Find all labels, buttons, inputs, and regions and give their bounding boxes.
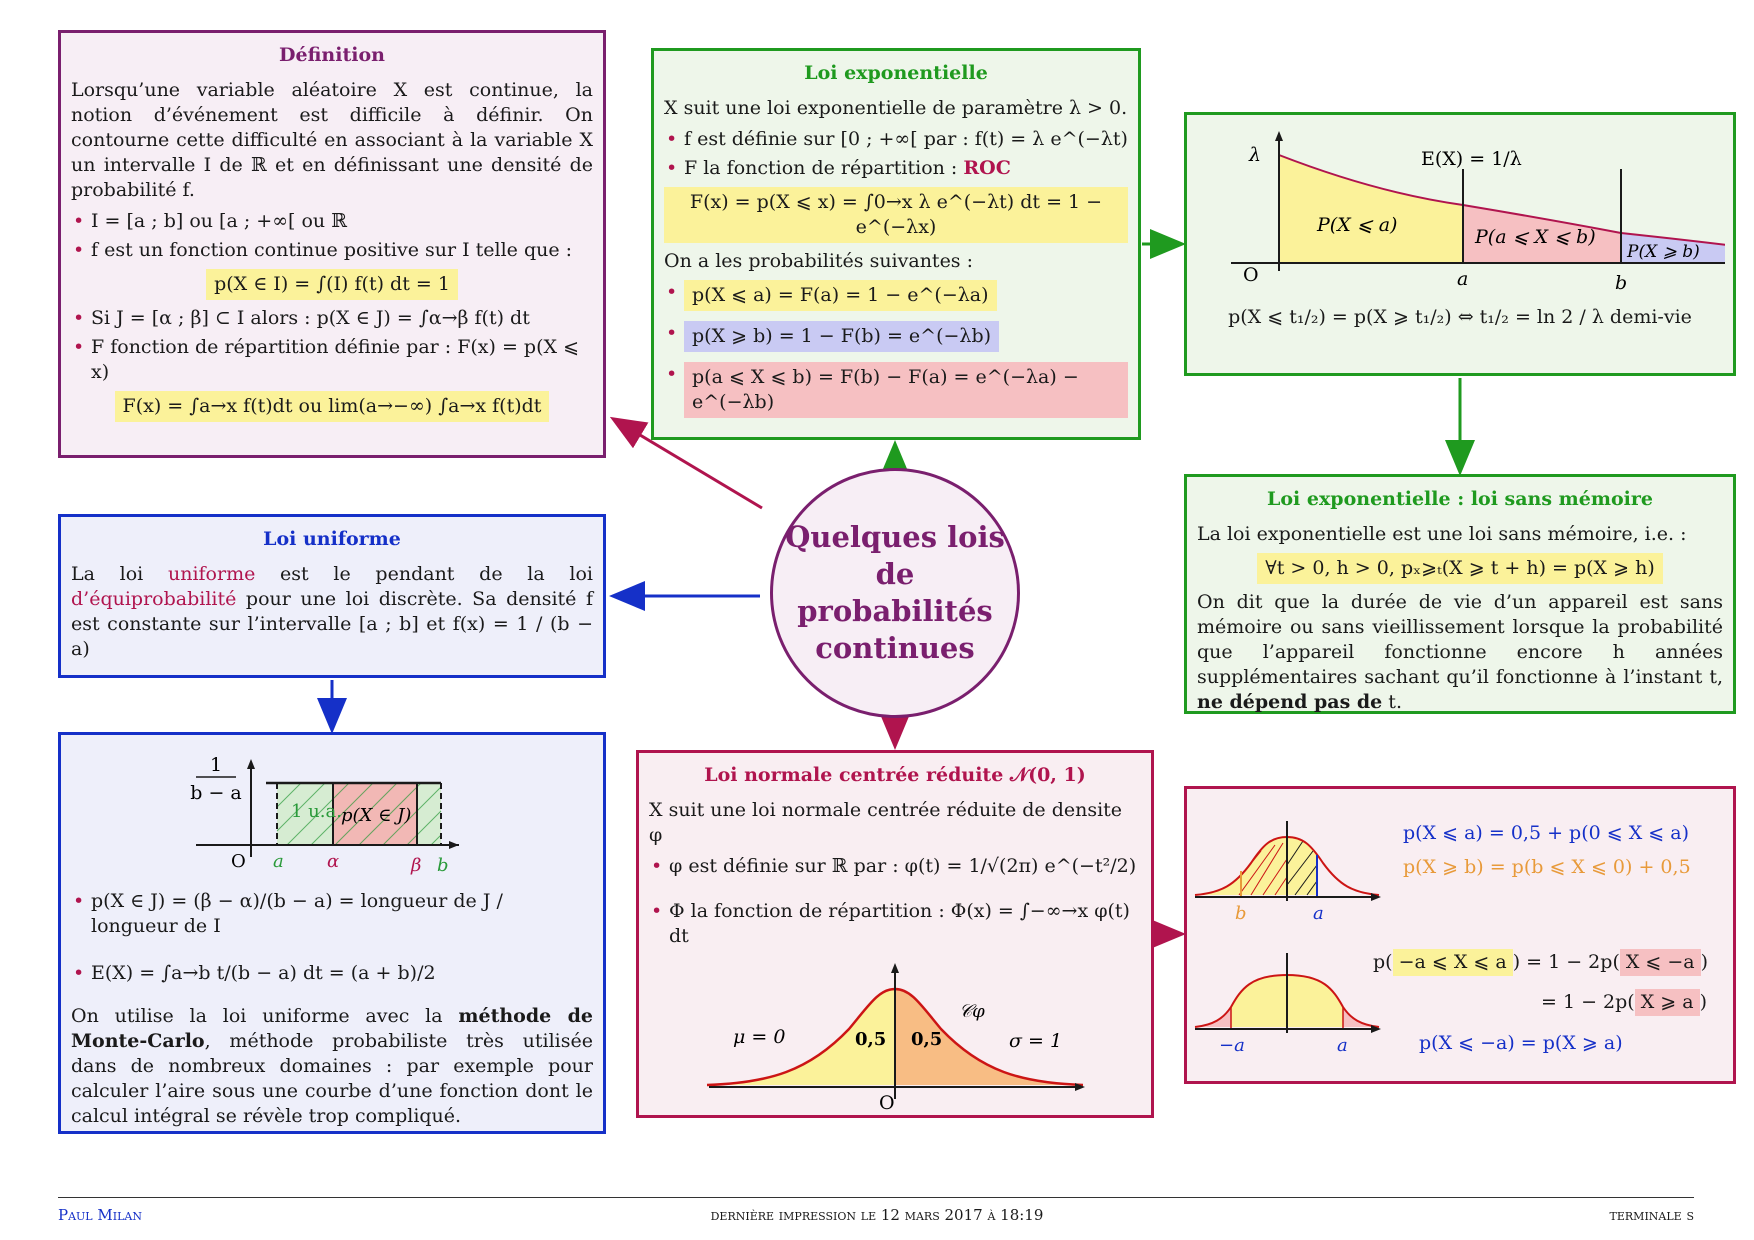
exp-bullet-1: • f est définie sur [0 ; +∞[ par : f(t) = λ e^(−λt): [664, 127, 1128, 152]
normale-line-4: [1541, 989, 1707, 1016]
l3-hl2: X ⩽ −a: [1620, 949, 1701, 976]
a-label: a: [273, 851, 284, 872]
exponentielle-box: [651, 48, 1141, 440]
left-tail: [1195, 1007, 1231, 1027]
memoire-formula: ∀t > 0, h > 0, pₓ⩾ₜ(X ⩾ t + h) = p(X ⩾ h): [1257, 553, 1662, 584]
normale-box: [636, 750, 1154, 1118]
left-half-label: 0,5: [855, 1029, 887, 1050]
roc-label: ROC: [963, 157, 1011, 179]
definition-title: Définition: [279, 44, 385, 66]
b-label: b: [1615, 272, 1628, 294]
footer-level: terminale s: [1609, 1206, 1694, 1224]
exponentielle-list: [664, 127, 1128, 181]
x-arrow: [449, 841, 459, 849]
pj-label: p(X ∈ J): [341, 805, 412, 826]
l4-a: = 1 − 2p(: [1541, 991, 1635, 1013]
exp-bullet-2: [664, 156, 1128, 181]
uniforme-text: [71, 562, 593, 662]
exponentielle-intro: X suit une loi exponentielle de paramètre λ > 0.: [664, 97, 1128, 119]
footer-author: Paul Milan: [58, 1206, 142, 1224]
monte-carlo-text: [71, 1004, 593, 1129]
memoire-box: [1184, 474, 1736, 714]
exp-prob-list: [664, 280, 1128, 418]
definition-bullet-4: • F fonction de répartition définie par : F(x) = p(X ⩽ x): [71, 335, 593, 385]
footer-rule: [58, 1197, 1694, 1198]
right-tail: [1343, 1007, 1379, 1027]
uniforme-details-box: [58, 732, 606, 1134]
memoire-title: Loi exponentielle : loi sans mémoire: [1267, 488, 1653, 510]
lambda-label: λ: [1249, 144, 1262, 166]
uniforme-text-c: pour une loi discrète. Sa densité f est constante sur l’intervalle [a ; b] et f(x) = 1 / (b − a): [71, 588, 593, 660]
curve-label: 𝒞φ: [959, 1001, 985, 1022]
definition-bullet-3: • Si J = [α ; β] ⊂ I alors : p(X ∈ J) = ∫α→β f(t) dt: [71, 306, 593, 331]
a-label: a: [1457, 268, 1469, 290]
formula-expectation: • E(X) = ∫a→b t/(b − a) dt = (a + b)/2: [71, 961, 593, 986]
y-arrow: [247, 759, 255, 769]
l3-hl: −a ⩽ X ⩽ a: [1393, 949, 1513, 976]
normale-title: Loi normale centrée réduite 𝒩(0, 1): [704, 764, 1086, 786]
memoire-text: [1197, 590, 1723, 715]
graph-ylabel-den: b − a: [190, 782, 242, 804]
region-le-a: [1279, 155, 1463, 263]
exp-prob-3-item: [664, 362, 1128, 418]
half-life-formula: p(X ⩽ t₁/₂) = p(X ⩾ t₁/₂) ⇔ t₁/₂ = ln 2 / λ demi-vie: [1228, 306, 1692, 328]
exp-prob-3: p(a ⩽ X ⩽ b) = F(b) − F(a) = e^(−λa) − e^(−λb): [684, 362, 1128, 418]
definition-list-2: [71, 306, 593, 385]
definition-bullet-1: • I = [a ; b] ou [a ; +∞[ ou ℝ: [71, 209, 593, 234]
exponentielle-title: Loi exponentielle: [804, 62, 988, 84]
l4-hl: X ⩾ a: [1635, 989, 1700, 1016]
normale-line-5: p(X ⩽ −a) = p(X ⩾ a): [1419, 1032, 1623, 1054]
definition-formula-2: F(x) = ∫a→x f(t)dt ou lim(a→−∞) ∫a→x f(t)dt: [115, 391, 550, 422]
normale-list: [649, 854, 1141, 949]
exp-formula-F: F(x) = p(X ⩽ x) = ∫0→x λ e^(−λt) dt = 1 − e^(−λx): [664, 187, 1128, 243]
definition-box: [58, 30, 606, 458]
uniforme-title: Loi uniforme: [263, 528, 401, 550]
normale-bullet-1: • φ est définie sur ℝ par : φ(t) = 1/√(2π) e^(−t²/2): [649, 854, 1141, 879]
footer-print-date: dernière impression le 12 mars 2017 à 18:19: [710, 1206, 1044, 1224]
memoire-text-bold: ne dépend pas de: [1197, 691, 1383, 713]
normale-graph-top: [1191, 815, 1381, 925]
neg-a-label: −a: [1219, 1035, 1245, 1056]
equiprobabilite-word: d’équiprobabilité: [71, 588, 237, 610]
pos-a-label: a: [1337, 1035, 1348, 1056]
sigma-label: σ = 1: [1009, 1030, 1063, 1052]
origin-label: O: [231, 851, 246, 872]
l3-c: ): [1700, 951, 1709, 973]
definition-intro: Lorsqu’une variable aléatoire X est continue, la notion d’événement est difficile à définir. On contourne cette difficulté en associant à la variable X un intervalle I de ℝ et en définissant une densité de probabilité f.: [71, 79, 593, 201]
normale-line-1: p(X ⩽ a) = 0,5 + p(0 ⩽ X ⩽ a): [1403, 822, 1689, 844]
exponentielle-graph: [1197, 121, 1725, 301]
normale-graph-bottom: [1191, 947, 1381, 1057]
mu-label: μ = 0: [733, 1026, 786, 1048]
normale-graph: [649, 959, 1139, 1119]
b-label: b: [1235, 903, 1247, 924]
l3-a: p(: [1373, 951, 1393, 973]
uniforme-text-a: La loi: [71, 563, 168, 585]
origin-label: O: [879, 1092, 895, 1114]
expectation-label: E(X) = 1/λ: [1421, 148, 1522, 170]
uniforme-formula-list: [71, 889, 593, 986]
exp-prob-1-item: [664, 280, 1128, 311]
exponentielle-graph-box: [1184, 112, 1736, 376]
origin-label: O: [1243, 264, 1259, 286]
beta-label: β: [411, 855, 422, 875]
exp-prob-2-item: [664, 321, 1128, 352]
right-half-label: 0,5: [911, 1029, 943, 1050]
l3-b: ) = 1 − 2p(: [1512, 951, 1620, 973]
y-arrow: [891, 963, 899, 973]
center-title: Quelques lois de probabilités continues: [785, 520, 1005, 665]
normale-bullet-2: • Φ la fonction de répartition : Φ(x) = ∫−∞→x φ(t) dt: [649, 899, 1141, 949]
uniforme-text-b: est le pendant de la loi: [255, 563, 593, 585]
region-3-label: P(X ⩾ b): [1627, 242, 1700, 262]
exp-prob-1: p(X ⩽ a) = F(a) = 1 − e^(−λa): [684, 280, 997, 311]
uniforme-box: [58, 514, 606, 678]
exp-bullet-2-text: F la fonction de répartition :: [684, 157, 964, 179]
region-2-label: P(a ⩽ X ⩽ b): [1475, 226, 1596, 248]
formula-pj: • p(X ∈ J) = (β − α)/(b − a) = longueur de J / longueur de I: [71, 889, 593, 939]
monte-carlo-a: On utilise la loi uniforme avec la: [71, 1005, 459, 1027]
uniforme-graph: [71, 745, 595, 875]
memoire-text-a: On dit que la durée de vie d’un appareil est sans mémoire ou sans vieillissement lorsque la probabilité que l’appareil fonctionne encore h années supplémentaires sachant qu’il fonctionne à l’instant t,: [1197, 591, 1723, 688]
normale-intro: X suit une loi normale centrée réduite de densite φ: [649, 799, 1123, 846]
normale-line-2: p(X ⩾ b) = p(b ⩽ X ⩽ 0) + 0,5: [1403, 856, 1691, 878]
uniforme-word: uniforme: [167, 563, 256, 585]
definition-list: [71, 209, 593, 263]
definition-bullet-2: • f est un fonction continue positive sur I telle que :: [71, 238, 593, 263]
y-arrow: [1275, 131, 1283, 141]
center-title-circle: [770, 468, 1020, 718]
normale-line-3: [1373, 949, 1708, 976]
l4-b: ): [1699, 991, 1707, 1013]
monte-carlo-bold: méthode de Monte-Carlo: [71, 1005, 593, 1052]
region-1-label: P(X ⩽ a): [1317, 214, 1398, 236]
area-label: 1 u.a.: [291, 801, 342, 822]
b-label: b: [437, 855, 449, 875]
exp-prob-2: p(X ⩾ b) = 1 − F(b) = e^(−λb): [684, 321, 999, 352]
a-label: a: [1313, 903, 1324, 924]
graph-ylabel-num: 1: [209, 754, 223, 776]
monte-carlo-b: , méthode probabiliste très utilisée dans de nombreux domaines : par exemple pour calculer l’aire sous une courbe d’une fonction dont le calcul intégral se révèle trop compliqué.: [71, 1030, 593, 1127]
alpha-label: α: [327, 851, 340, 872]
exp-prob-intro: On a les probabilités suivantes :: [664, 250, 974, 272]
definition-formula-1: p(X ∈ I) = ∫(I) f(t) dt = 1: [206, 269, 458, 300]
memoire-intro: La loi exponentielle est une loi sans mémoire, i.e. :: [1197, 523, 1687, 545]
memoire-text-b: t.: [1382, 691, 1402, 713]
normale-graph-box: [1184, 786, 1736, 1084]
